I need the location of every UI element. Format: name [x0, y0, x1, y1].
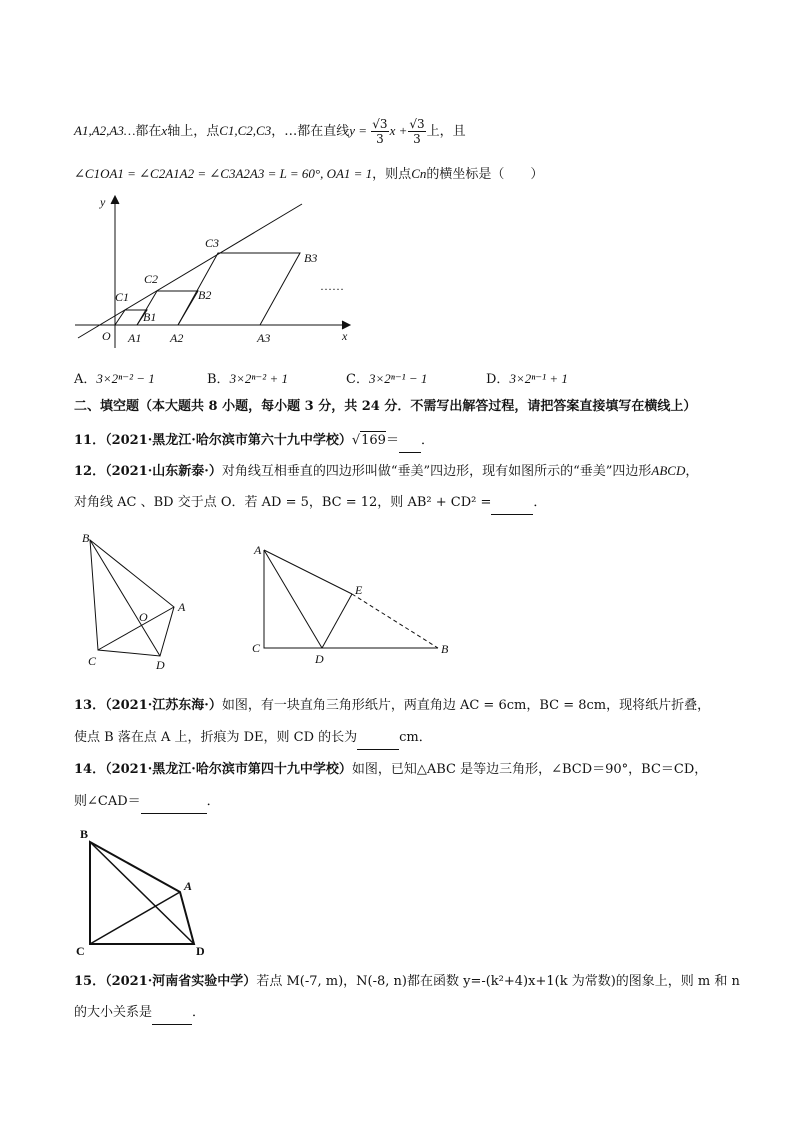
fig-a1: A1 [128, 331, 142, 345]
q12-text2: ， [685, 464, 699, 479]
q12-label-b: B [82, 531, 90, 545]
q14-label-c: C [76, 944, 85, 958]
diagonal-ac [98, 607, 174, 650]
option-c-value: 3×2ⁿ⁻¹ − 1 [368, 371, 428, 386]
q12-figure [78, 528, 203, 673]
q12-line2 [74, 494, 546, 515]
q14-line2b: ． [206, 794, 220, 809]
fig-origin: O [102, 329, 111, 343]
q15-answer-blank[interactable] [152, 1006, 192, 1025]
q10-text2: 轴上，点 [167, 124, 220, 139]
q15-line2a: 的大小关系是 [74, 1005, 153, 1020]
option-d-value: 3×2ⁿ⁻¹ + 1 [509, 371, 568, 386]
option-c-label: C． [346, 372, 369, 387]
fig-c2: C2 [144, 272, 159, 286]
right-angle-sides [264, 550, 438, 648]
q13-figure [248, 540, 458, 665]
q13-line2b: cm． [399, 730, 432, 745]
option-a-label: A． [74, 372, 97, 387]
q13-label-b: B [441, 642, 449, 656]
q11-tail: ＝ [385, 433, 399, 448]
q10-frac-1 [371, 117, 388, 146]
slanted-line [78, 204, 302, 338]
fig-y-label: y [100, 195, 106, 209]
q14-label-a: A [184, 879, 193, 893]
q15-line1 [74, 973, 740, 991]
fig-b2: B2 [198, 288, 212, 302]
q10-eq: y = [349, 123, 371, 138]
option-a-value: 3×2ⁿ⁻² − 1 [96, 371, 155, 386]
q12-label-a: A [178, 600, 186, 614]
q13-line2 [74, 729, 432, 750]
q13-label-e: E [355, 583, 363, 597]
q13-label-a: A [254, 543, 262, 557]
section2-title: 二、填空题（本大题共 8 小题，每小题 3 分，共 24 分．不需写出解答过程，请把答案直接填写在横线上） [74, 399, 697, 414]
q12-src: （2021·山东新泰·） [105, 464, 222, 479]
q15-text1: 若点 M(-7, m)，N(-8, n)都在函数 y=-(k²+4)x+1(k 为常数)的图象上，则 m 和 n [256, 974, 740, 989]
q14-line2 [74, 793, 220, 814]
q11-answer-blank[interactable] [399, 434, 421, 453]
q10-line2-text2: 的横坐标是（ ） [426, 167, 544, 182]
fig-dots: …… [320, 279, 344, 293]
q13-label-c: C [252, 641, 261, 655]
y-axis-arrow [111, 196, 119, 204]
q10-text1: 都在 [135, 124, 162, 139]
q12-shape: ABCD [651, 463, 686, 478]
sqrt-icon: √ [351, 433, 361, 448]
quad-abcd [90, 540, 174, 656]
fig-b1: B1 [143, 310, 157, 324]
fig-c1: C1 [115, 290, 130, 304]
q14-answer-blank[interactable] [141, 795, 207, 814]
q10-angles: ∠C1OA1 = ∠C2A1A2 = ∠C3A2A3 = L = 60°, OA1 = 1 [74, 166, 373, 181]
q14-line1 [74, 761, 707, 779]
q13-answer-blank[interactable] [357, 731, 399, 750]
q12-label-c: C [88, 654, 97, 668]
q10-axis: x [161, 123, 168, 138]
option-b[interactable] [207, 368, 288, 387]
q15-line2 [74, 1004, 205, 1025]
option-c[interactable] [346, 368, 427, 387]
fig-a2: A2 [170, 331, 184, 345]
option-d-label: D． [486, 372, 510, 387]
q12-label-d: D [156, 658, 165, 672]
q10-line2-text: ，则点 [372, 167, 412, 182]
q10-line2 [74, 165, 543, 184]
q14-line2a: 则∠CAD＝ [74, 794, 141, 809]
q13-label-d: D [315, 652, 324, 665]
q12-text1: 对角线互相垂直的四边形叫做“垂美”四边形，现有如图所示的“垂美”四边形 [221, 464, 652, 479]
q15-line2b: ． [192, 1005, 206, 1020]
parallelogram-3 [178, 253, 300, 325]
q14-src: （2021·黑龙江·哈尔滨市第四十九中学校） [105, 762, 352, 777]
frac-den: 3 [376, 132, 384, 146]
frac-den: 3 [413, 132, 421, 146]
option-b-value: 3×2ⁿ⁻² + 1 [229, 371, 288, 386]
segment-de [322, 594, 352, 648]
x-axis-arrow [342, 321, 350, 329]
q13-text1: 如图，有一块直角三角形纸片，两直角边 AC = 6cm，BC = 8cm，现将纸片折叠， [221, 698, 711, 713]
fig-a3: A3 [257, 331, 271, 345]
q12-end: ． [533, 495, 547, 510]
q10-plus: x + [389, 123, 408, 138]
diagonal-bd [90, 540, 160, 656]
option-a[interactable] [74, 368, 155, 387]
q15-num: 15． [74, 974, 106, 989]
q10-frac-2 [408, 117, 425, 146]
q14-label-b: B [80, 827, 89, 841]
frac-num: √3 [409, 117, 425, 131]
q12-line1 [74, 462, 698, 481]
option-b-label: B． [207, 372, 230, 387]
q13-num: 13． [74, 698, 106, 713]
q12-num: 12． [74, 464, 106, 479]
fig-c3: C3 [205, 236, 220, 250]
fig-x-label: x [342, 329, 348, 343]
segment-eb-dashed [352, 594, 438, 648]
q13-src: （2021·江苏东海·） [105, 698, 222, 713]
option-d[interactable] [486, 368, 568, 387]
q10-figure [70, 190, 360, 355]
q15-src: （2021·河南省实验中学） [105, 974, 257, 989]
q10-text3: ，…都在直线 [271, 124, 350, 139]
q10-text4: 上，且 [426, 124, 466, 139]
q14-num: 14． [74, 762, 106, 777]
q10-point-cn: Cn [411, 166, 427, 181]
q11-end: ． [420, 433, 434, 448]
q11-src: （2021·黑龙江·哈尔滨市第六十九中学校） [105, 433, 352, 448]
q11-num: 11． [74, 433, 106, 448]
q11-expr: 169 [361, 433, 386, 448]
q12-line2-text: 对角线 AC 、BD 交于点 O．若 AD = 5，BC = 12，则 AB² + CD² = [74, 495, 492, 510]
q12-label-o: O [139, 610, 148, 624]
q10-points-c: C1,C2,C3 [219, 123, 272, 138]
frac-num: √3 [372, 117, 388, 131]
q10-line1 [74, 117, 466, 146]
q11-line [74, 431, 434, 453]
q14-text1: 如图，已知△ABC 是等边三角形，∠BCD＝90°，BC＝CD， [351, 762, 708, 777]
q13-line2a: 使点 B 落在点 A 上，折痕为 DE，则 CD 的长为 [74, 730, 358, 745]
q13-line1 [74, 697, 710, 715]
q10-points-a: A1,A2,A3… [74, 123, 136, 138]
q14-label-d: D [196, 944, 205, 958]
q12-answer-blank[interactable] [491, 496, 533, 515]
q14-figure [72, 824, 220, 959]
fig-b3: B3 [304, 251, 318, 265]
